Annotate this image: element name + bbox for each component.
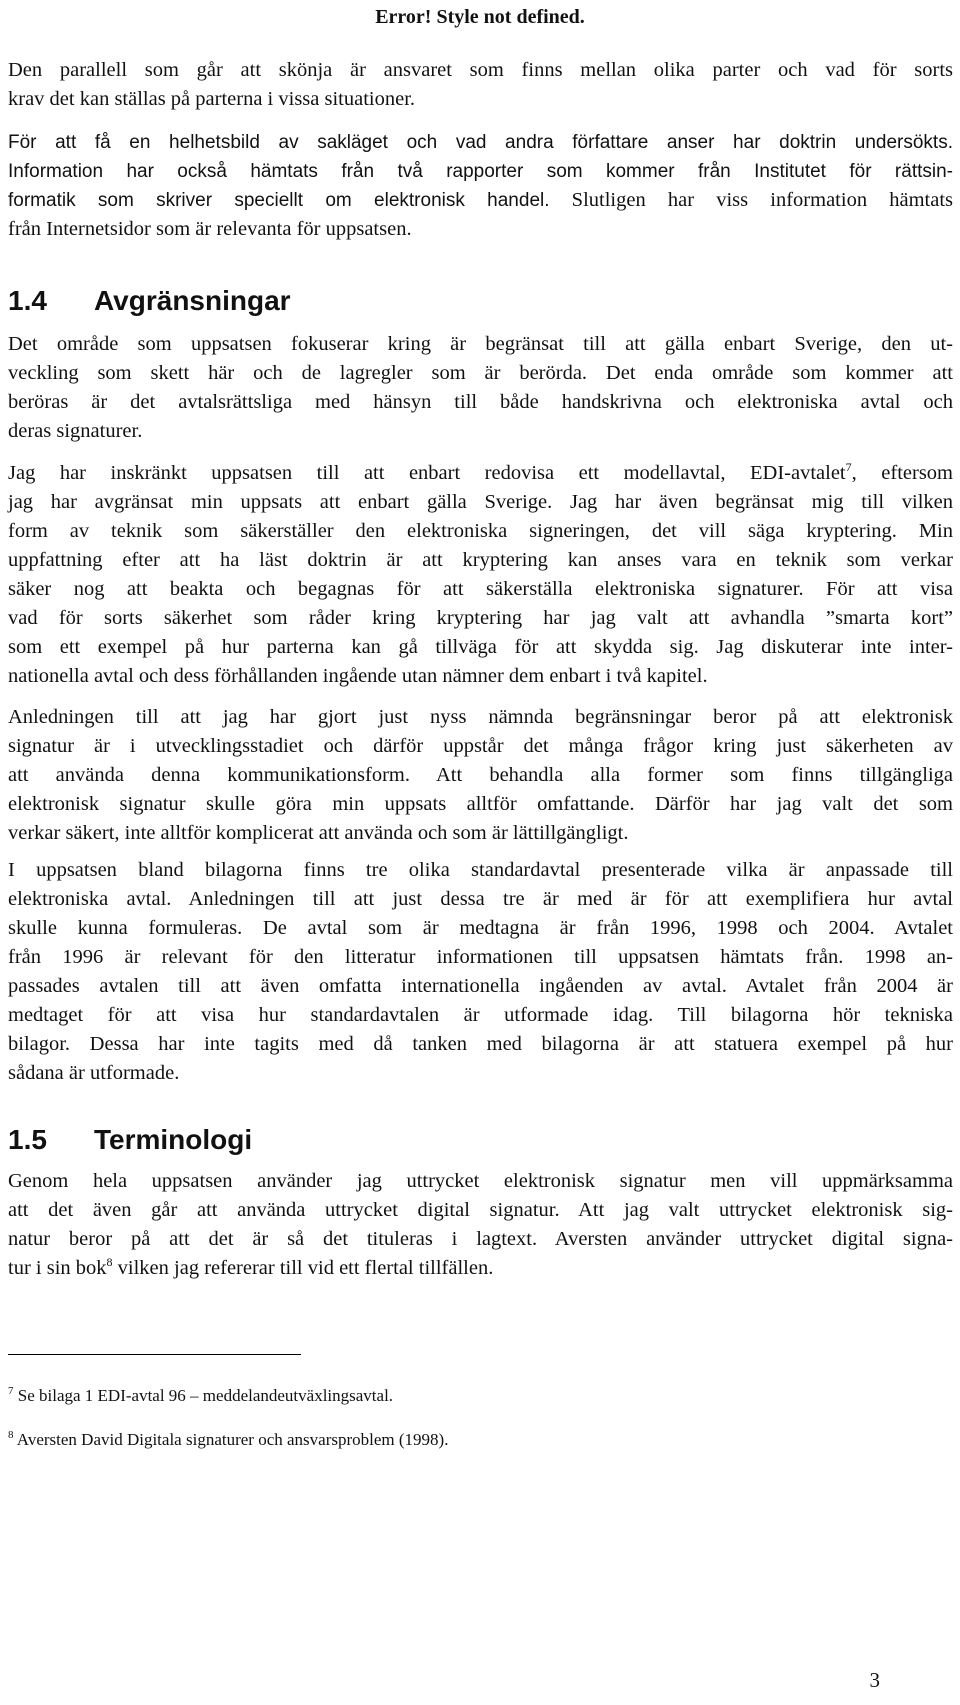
text-line: nationella avtal och dess förhållanden ingående utan nämner dem enbart i två kapitel. xyxy=(8,665,708,687)
section-title: Avgränsningar xyxy=(94,285,291,316)
text-line: skulle kunna formuleras. De avtal som är medtagna är från 1996, 1998 och 2004. Avtalet xyxy=(8,917,953,939)
text-line: I uppsatsen bland bilagorna finns tre olika standardavtal presenterade vilka är anpassade till xyxy=(8,859,953,881)
text-line: natur beror på att det är så det tituleras i lagtext. Aversten använder uttrycket digital signa- xyxy=(8,1228,953,1250)
text-line: formatik som skriver speciellt om elektronisk handel. Slutligen har viss information hämtats xyxy=(8,189,954,211)
text-line: deras signaturer. xyxy=(8,420,143,442)
text-line: Genom hela uppsatsen använder jag uttrycket elektronisk signatur men vill uppmärksamma xyxy=(8,1170,953,1192)
text-line: veckling som skett här och de lagregler som är berörda. Det enda område som kommer att xyxy=(8,362,953,384)
avgransningar-paragraph-1 xyxy=(8,330,953,446)
footnote-7: $^7$ Se bilaga 1 EDI-avtal 96 – meddelandeutväxlingsavtal. xyxy=(8,1385,394,1405)
intro-paragraph-2 xyxy=(8,128,953,244)
text-line: att använda denna kommunikationsform. Att behandla alla former som finns tillgängliga xyxy=(8,764,953,786)
text-line: elektroniska avtal. Anledningen till att just dessa tre är med är för att exemplifiera hur avtal xyxy=(8,888,953,910)
text-line: form av teknik som säkerställer den elektroniska signeringen, det vill säga kryptering. Min xyxy=(8,520,953,542)
text-line: verkar säkert, inte alltför komplicerat att använda och som är lättillgängligt. xyxy=(8,822,629,844)
text-line: För att få en helhetsbild av sakläget och vad andra författare anser har doktrin undersökts. xyxy=(8,132,953,153)
text-line: att det även går att använda uttrycket digital signatur. Att jag valt uttrycket elektronisk sig- xyxy=(8,1199,953,1221)
text-line: Den parallell som går att skönja är ansvaret som finns mellan olika parter och vad för sorts xyxy=(8,59,953,81)
text-line: Det område som uppsatsen fokuserar kring är begränsat till att gälla enbart Sverige, den ut- xyxy=(8,333,953,355)
text-line: passades avtalen till att även omfatta internationella ingåenden av avtal. Avtalet från 2004 är xyxy=(8,975,953,997)
footnote-mark: 7 xyxy=(8,1385,14,1397)
section-title: Terminologi xyxy=(94,1124,253,1155)
section-number: 1.5 xyxy=(8,1124,47,1155)
text-line: Information har också hämtats från två rapporter som kommer från Institutet för rättsin- xyxy=(8,161,953,182)
text-line: säker nog att beakta och begagnas för att säkerställa elektroniska signaturer. För att visa xyxy=(8,578,953,600)
text-line: signatur är i utvecklingsstadiet och därför uppstår det många frågor kring just säkerheten av xyxy=(8,735,953,757)
text-line: Anledningen till att jag har gjort just nyss nämnda begränsningar beror på att elektronisk xyxy=(8,706,953,728)
footnote-ref-7: 7 xyxy=(845,460,852,474)
text-line: uppfattning efter att ha läst doktrin är att kryptering kan anses vara en teknik som verkar xyxy=(8,549,953,571)
text-line: från 1996 är relevant för den litteratur informationen till uppsatsen hämtats från. 1998 an- xyxy=(8,946,953,968)
footnote-separator xyxy=(8,1354,301,1355)
text-line: vad för sorts säkerhet som råder kring kryptering har jag valt att avhandla ”smarta kort” xyxy=(8,607,953,629)
avgransningar-paragraph-3 xyxy=(8,703,953,848)
text-line: från Internetsidor som är relevanta för uppsatsen. xyxy=(8,218,412,240)
text-line: medtaget för att visa hur standardavtalen är utformade idag. Till bilagorna hör tekniska xyxy=(8,1004,953,1026)
running-header: Error! Style not defined. xyxy=(375,6,585,28)
page-number: 3 xyxy=(869,1668,880,1692)
text-line: tur i sin bok$^8$ vilken jag refererar till vid ett flertal tillfällen. xyxy=(8,1255,494,1279)
text-line: bilagor. Dessa har inte tagits med då tanken med bilagorna är att statuera exempel på hur xyxy=(8,1033,953,1055)
footnote-mark: 8 xyxy=(8,1429,14,1441)
footnote-8: $^8$ Aversten David Digitala signaturer och ansvarsproblem (1998). xyxy=(8,1429,449,1449)
section-heading-1-4 xyxy=(8,285,291,317)
text-line: jag har avgränsat min uppsats att enbart gälla Sverige. Jag har även begränsat mig till vilken xyxy=(8,491,953,513)
text-line: sådana är utformade. xyxy=(8,1062,180,1084)
section-number: 1.4 xyxy=(8,285,47,316)
text-line: elektronisk signatur skulle göra min uppsats alltför omfattande. Därför har jag valt det som xyxy=(8,793,953,815)
footnote-ref-8: 8 xyxy=(106,1255,113,1269)
avgransningar-paragraph-4 xyxy=(8,856,953,1088)
text-line: Jag har inskränkt uppsatsen till att enbart redovisa ett modellavtal, EDI-avtalet$^7$, eftersom xyxy=(8,460,953,484)
text-line: krav det kan ställas på parterna i vissa situationer. xyxy=(8,88,416,110)
terminologi-paragraph xyxy=(8,1167,953,1283)
text-line: som ett exempel på hur parterna kan gå tillväga för att skydda sig. Jag diskuterar inte inter- xyxy=(8,636,953,658)
avgransningar-paragraph-2 xyxy=(8,459,953,691)
section-heading-1-5 xyxy=(8,1124,252,1156)
intro-paragraph-1 xyxy=(8,56,953,114)
text-line: beröras är det avtalsrättsliga med hänsyn till både handskrivna och elektroniska avtal och xyxy=(8,391,953,413)
